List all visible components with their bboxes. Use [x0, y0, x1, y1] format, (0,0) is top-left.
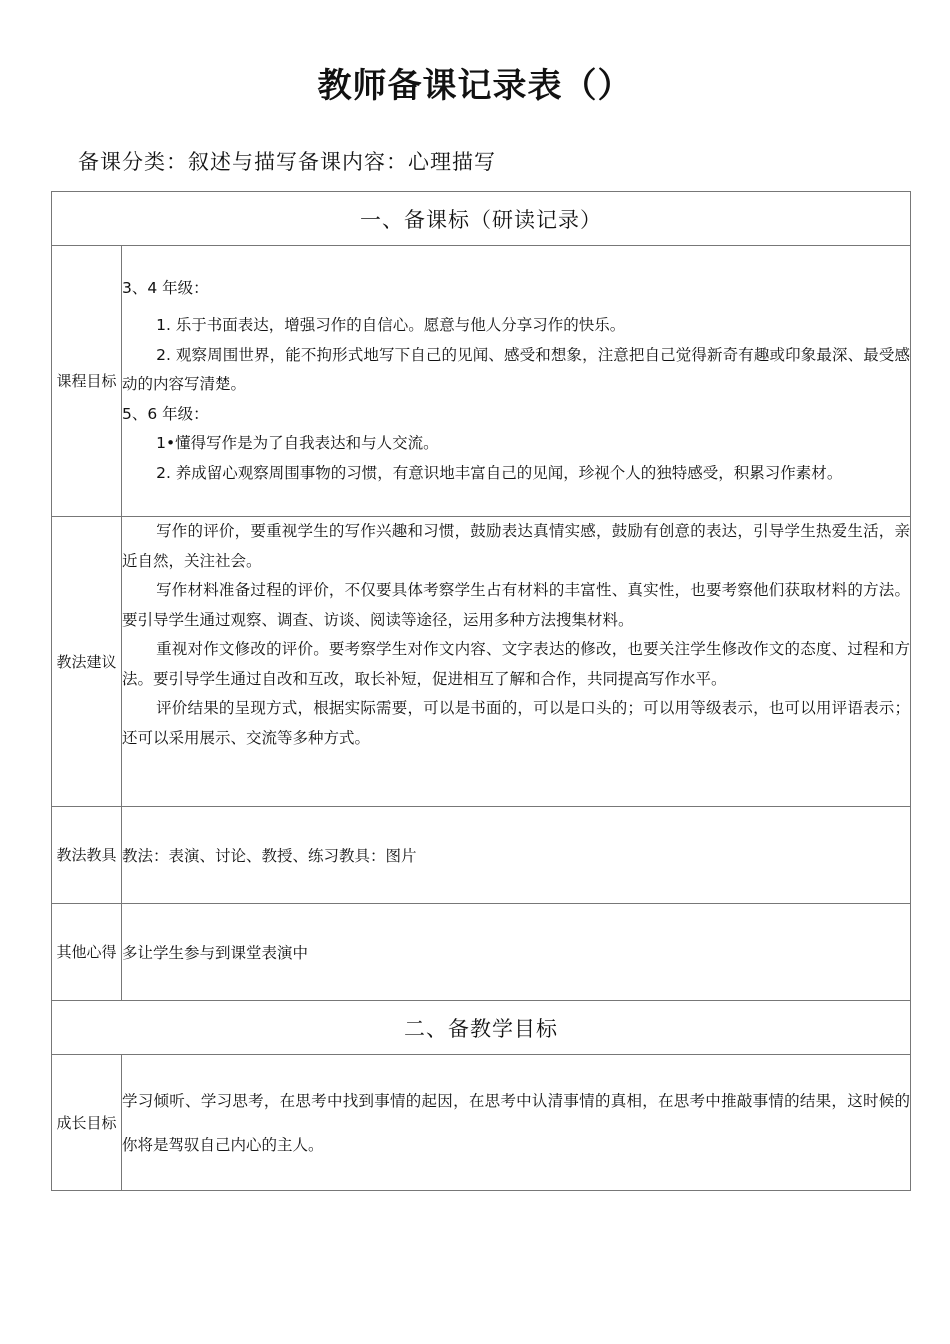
advice-paragraph: 写作材料准备过程的评价，不仅要具体考察学生占有材料的丰富性、真实性，也要考察他们获取材料的方法。要引导学生通过观察、调查、访谈、阅读等途径，运用多种方法搜集材料。 [122, 581, 910, 629]
methods-tools-row [52, 807, 911, 904]
advice-paragraph: 写作的评价，要重视学生的写作兴趣和习惯，鼓励表达真情实感，鼓励有创意的表达，引导学生热爱生活，亲近自然，关注社会。 [122, 522, 910, 570]
methods-tools-label: 教法教具 [52, 807, 122, 904]
course-goals-row [52, 246, 911, 517]
section2-heading: 二、备教学目标 [52, 1001, 911, 1055]
growth-goal-text: 学习倾听、学习思考，在思考中找到事情的起因，在思考中认清事情的真相，在思考中推敲事情的结果，这时候的你将是驾驭自己内心的主人。 [122, 1055, 911, 1191]
category-line: 备课分类：叙述与描写备课内容：心理描写 [78, 150, 496, 174]
advice-paragraph: 评价结果的呈现方式，根据实际需要，可以是书面的，可以是口头的；可以用等级表示，也可以用评语表示；还可以采用展示、交流等多种方式。 [122, 699, 910, 747]
record-table [51, 191, 911, 1191]
course-goals-label: 课程目标 [52, 246, 122, 517]
section1-heading-row [52, 192, 911, 246]
section1-heading: 一、备课标（研读记录） [52, 192, 911, 246]
advice-paragraph: 重视对作文修改的评价。要考察学生对作文内容、文字表达的修改，也要关注学生修改作文的态度、过程和方法。要引导学生通过自改和互改，取长补短，促进相互了解和合作，共同提高写作水平。 [122, 640, 910, 688]
other-notes-text: 多让学生参与到课堂表演中 [122, 904, 911, 1001]
other-notes-label: 其他心得 [52, 904, 122, 1001]
document-title: 教师备课记录表（） [317, 66, 633, 106]
growth-goal-row [52, 1055, 911, 1191]
grade56-heading: 5、6 年级： [122, 404, 209, 423]
other-notes-row [52, 904, 911, 1001]
grade56-item: 2. 养成留心观察周围事物的习惯，有意识地丰富自己的见闻，珍视个人的独特感受，积累习作素材。 [156, 463, 843, 482]
methods-tools-text: 教法：表演、讨论、教授、练习教具：图片 [122, 807, 911, 904]
grade34-heading: 3、4 年级： [122, 278, 209, 297]
teaching-advice-row [52, 517, 911, 807]
growth-goal-label: 成长目标 [52, 1055, 122, 1191]
course-goals-content [122, 246, 911, 517]
teaching-advice-label: 教法建议 [52, 517, 122, 807]
teaching-advice-content [122, 517, 911, 807]
section2-heading-row [52, 1001, 911, 1055]
grade34-item: 1. 乐于书面表达，增强习作的自信心。愿意与他人分享习作的快乐。 [156, 316, 626, 335]
grade56-item: 1•懂得写作是为了自我表达和与人交流。 [156, 434, 439, 453]
grade34-item: 2. 观察周围世界，能不拘形式地写下自己的见闻、感受和想象，注意把自己觉得新奇有趣或印象最深、最受感动的内容写清楚。 [122, 345, 910, 394]
